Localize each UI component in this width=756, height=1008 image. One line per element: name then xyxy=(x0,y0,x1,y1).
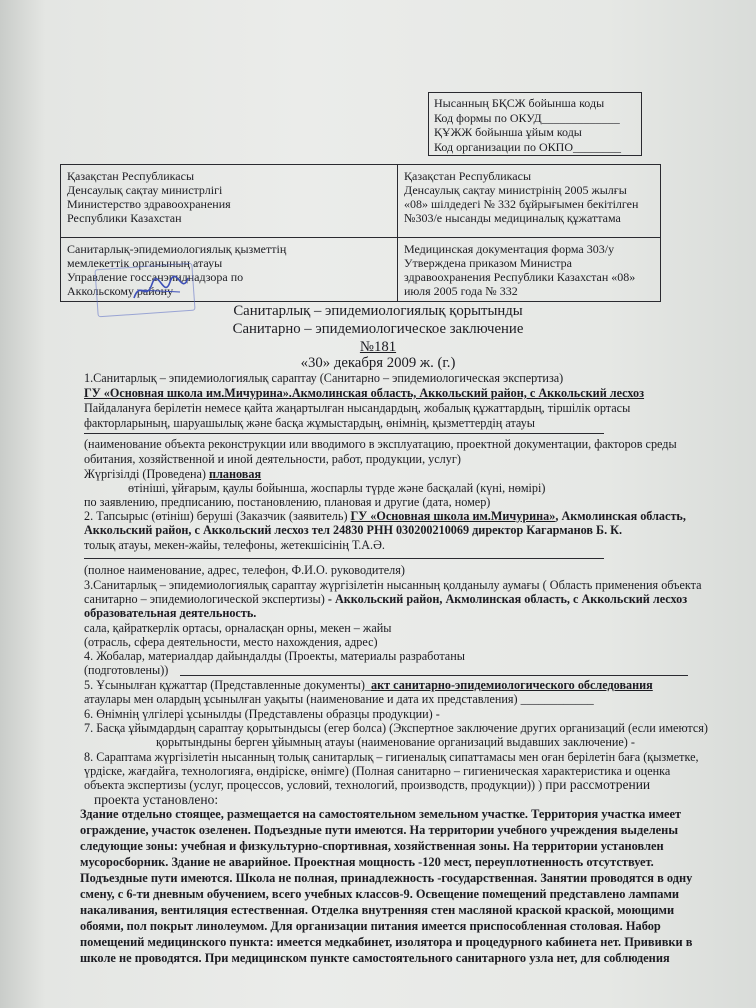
conducted-line xyxy=(84,467,261,481)
header-text: №303/е нысанды медициналық құжаттама xyxy=(404,211,621,225)
findings-line: ограждение, участок озеленен. Подъездные пути имеются. На территории учебного учреждения выделены xyxy=(80,823,678,837)
body-line: үрдіске, жағдайға, технологияға, өндіріске, өнімге) (Полная санитарно – гигиеническая характеристика и оценка xyxy=(84,764,671,778)
header-text: Денсаулық сақтау министрлігі xyxy=(67,183,223,197)
findings-line: накаливания, вентиляция естественная. Отделка внутренняя стен масляной краской краской, моющими xyxy=(80,903,675,917)
header-form-approval-kz-cell xyxy=(398,165,660,237)
findings-line: обоями, пол покрыт линолеумом. Для организации питания имеется приспособленная столовая. Набор xyxy=(80,919,661,933)
applicant-line xyxy=(84,509,686,523)
body-text: санитарно – эпидемиологической экспертизы) xyxy=(84,592,328,606)
scope-line xyxy=(84,592,687,606)
scope-value: - Аккольский район, Акмолинская область, с Аккольский лесхоз xyxy=(327,592,688,606)
form-code-box xyxy=(428,92,642,156)
header-text: Қазақстан Республикасы xyxy=(67,169,195,183)
section-1-label: 1.Санитарлық – эпидемиологиялық сараптау (Санитарно – эпидемиологическая экспертиза) xyxy=(84,371,564,385)
code-line: Код организации по ОКПО________ xyxy=(434,139,622,154)
conclusion-date: «30» декабря 2009 ж. (г.) xyxy=(300,355,456,371)
findings-line: Здание отдельно стоящее, размещается на самостоятельном земельном участке. Территория участка имеет xyxy=(80,807,682,821)
fill-line xyxy=(84,433,604,434)
body-line: (подготовлены)) xyxy=(84,663,169,677)
body-line: Пайдалануға берілетін немесе қайта жаңартылған нысандардың, жобалық құжаттардың, тіршілік ортасы xyxy=(84,401,631,415)
body-line: по заявлению, предписанию, постановлению, плановая и другие (дата, номер) xyxy=(84,495,491,509)
header-text: Республики Казахстан xyxy=(67,211,182,225)
findings-line: помещений медицинского пункта: имеется медкабинет, изолятора и процедурного кабинета нет. Прививки в xyxy=(80,935,693,949)
header-text: Санитарлық-эпидемиологиялық қызметтің xyxy=(67,242,287,256)
header-text: Қазақстан Республикасы xyxy=(404,169,532,183)
title-kz: Санитарлық – эпидемиологиялық қорытынды xyxy=(233,303,523,319)
header-form-approval-ru-cell xyxy=(398,238,660,301)
body-line: факторларының, шаруашылық және басқа жұмыстардың, өнімнің, қызметтердің атауы xyxy=(84,416,535,430)
header-text: Аккольскому району xyxy=(67,284,174,298)
body-line: сала, қайраткерлік ортасы, орналасқан орны, мекен – жайы xyxy=(84,621,392,635)
section-8-label: 8. Сараптама жүргізілетін нысанның толық санитарлық – гигиеналық сипаттамасы мен оған берілетін баға (қызметке, xyxy=(84,750,699,764)
code-line: Нысанның БҚСЖ бойынша коды xyxy=(434,96,605,110)
header-text: Министерство здравоохранения xyxy=(67,197,231,211)
section-3-label: 3.Санитарлық – эпидемиологиялық сараптау жүргізілетін нысанның қолданылу аумағы ( Область применения объекта xyxy=(84,578,702,592)
header-text: мемлекеттік органының атауы xyxy=(67,256,223,270)
findings-line: следующие зоны: учебная и физкультурно-спортивная, хозяйственная зоны. На территории установлен xyxy=(80,839,664,853)
applicant-name: ГУ «Основная школа им.Мичурина» xyxy=(350,509,556,523)
header-text: Управление госсанэпиднадзора по xyxy=(67,270,244,284)
consideration-line xyxy=(84,778,650,792)
code-line: Код формы по ОКУД_____________ xyxy=(434,110,620,125)
applicant-details: Аккольский район, с Аккольский лесхоз тел 24830 РНН 030200210069 директор Кагарманов Б. К. xyxy=(84,523,623,537)
body-text: объекта экспертизы (услуг, процессов, условий, технологий, производств, продукции)) ) xyxy=(84,778,546,792)
findings-line: школе не проводятся. При медицинском пункте самостоятельного санитарного узла нет, для соблюдения xyxy=(80,951,670,965)
section-7-label: 7. Басқа ұйымдардың сараптау қорытындысы (егер болса) (Экспертное заключение других организаций (если имеются) xyxy=(84,721,708,735)
body-text: Жүргізілді (Проведена) xyxy=(84,467,210,481)
header-ministry-cell xyxy=(61,165,397,237)
body-line: атаулары мен олардың ұсынылған уақыты (наименование и дата их представления) ____________ xyxy=(84,692,594,706)
body-line: толық атауы, мекен-жайы, телефоны, жетекшісінің Т.А.Ә. xyxy=(84,538,385,552)
body-line: (полное наименование, адрес, телефон, Ф.И.О. руководителя) xyxy=(84,563,405,577)
code-line: ҚҰЖЖ бойынша ұйым коды xyxy=(434,125,582,139)
conducted-type: плановая xyxy=(209,467,262,481)
header-text: Утверждена приказом Министра xyxy=(404,256,572,270)
activity-type: образовательная деятельность. xyxy=(84,606,257,620)
body-line: өтініші, ұйғарым, қаулы бойынша, жоспарлы түрде және басқалай (күні, нөмірі) xyxy=(128,481,546,495)
findings-line: мусоросборник. Здание не аварийное. Проектная мощность -120 мест, переуплотненность отсутствует. xyxy=(80,855,654,869)
body-text: при рассмотрении xyxy=(545,777,651,792)
body-line: (отрасль, сфера деятельности, место нахождения, адрес) xyxy=(84,635,378,649)
established-label: проекта установлено: xyxy=(94,792,219,807)
object-name: ГУ «Основная школа им.Мичурина».Акмолинская область, Аккольский район, с Аккольский лесхоз xyxy=(84,386,645,400)
documents-value: акт санитарно-эпидемиологического обследования xyxy=(371,678,653,692)
header-text: Медицинская документация форма 303/у xyxy=(404,242,615,256)
body-line: (наименование объекта реконструкции или вводимого в эксплуатацию, проектной документации, факторов среды xyxy=(84,437,677,451)
body-text: , Акмолинская область, xyxy=(555,509,686,523)
signature-icon xyxy=(130,272,190,306)
title-ru: Санитарно – эпидемиологическое заключение xyxy=(232,321,524,337)
body-line: қорытындыны берген ұйымның атауы (наименование организаций выдавших заключение) - xyxy=(156,735,635,749)
conclusion-number: №181 xyxy=(359,339,397,355)
section-6-label: 6. Өнімнің үлгілері ұсынылды (Представлены образцы продукции) - xyxy=(84,707,440,721)
section-4-label: 4. Жобалар, материалдар дайындалды (Проекты, материалы разработаны xyxy=(84,649,465,663)
documents-line xyxy=(84,678,653,692)
body-text: 5. Ұсынылған құжаттар (Представленные документы)_ xyxy=(84,678,371,692)
findings-line: смену, с 6-ти дневным обучением, всего учебных классов-9. Освещение помещений представлено лампами xyxy=(80,887,680,901)
header-text: здравоохранения Республики Казахстан «08» xyxy=(404,270,636,284)
fill-line xyxy=(180,675,688,676)
header-text: июля 2005 года № 332 xyxy=(404,284,518,298)
header-text: «08» шілдедегі № 332 бұйрығымен бекітілген xyxy=(404,197,639,211)
fill-line xyxy=(84,558,604,559)
body-text: 2. Тапсырыс (өтініш) беруші (Заказчик (заявитель) xyxy=(84,509,351,523)
header-text: Денсаулық сақтау министрінің 2005 жылғы xyxy=(404,183,627,197)
body-line: обитания, хозяйственной и иной деятельности, работ, продукции, услуг) xyxy=(84,452,461,466)
findings-line: Подъездные пути имеются. Школа не полная, принадлежность -государственная. Занятии проводятся в одну xyxy=(80,871,693,885)
